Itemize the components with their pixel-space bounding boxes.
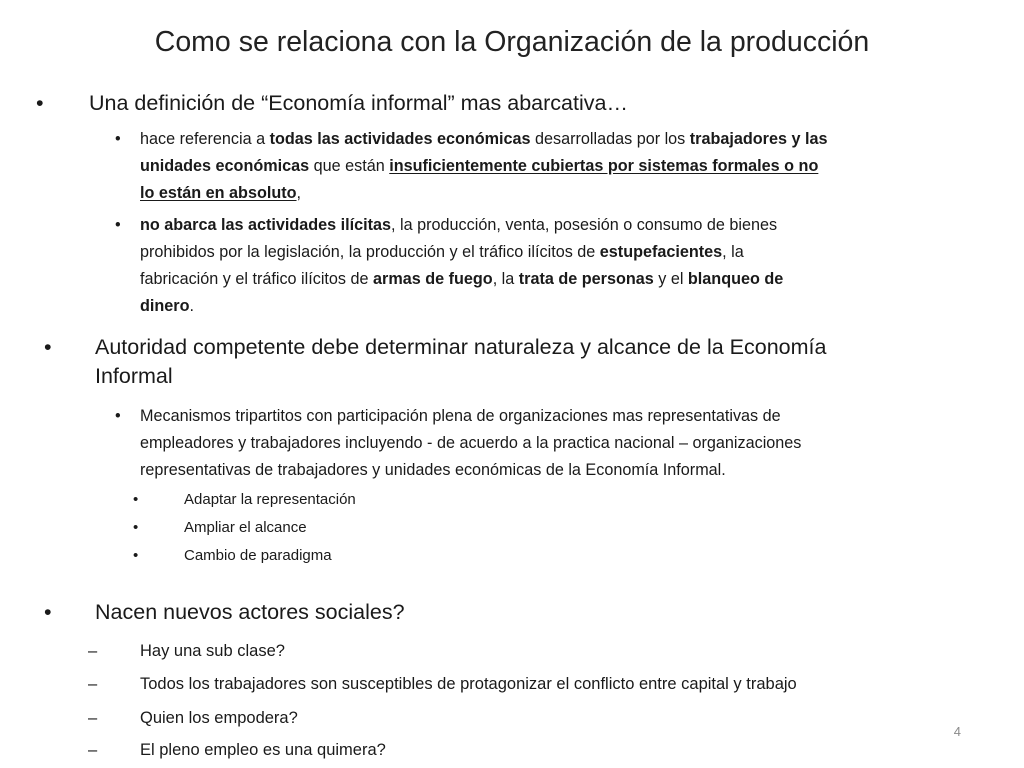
section3-item: Todos los trabajadores son susceptibles de protagonizar el conflicto entre capital y trabajo (140, 675, 797, 693)
section2-item1-line2: empleadores y trabajadores incluyendo - de acuerdo a la practica nacional – organizaciones (140, 434, 802, 452)
dash-bullet-icon: – (88, 741, 98, 759)
section1-item2-line3: fabricación y el tráfico ilícitos de armas de fuego, la trata de personas y el blanqueo de (140, 270, 784, 288)
section1-item2-line4: dinero. (140, 297, 194, 315)
bullet-icon: • (133, 491, 139, 508)
bullet-icon: • (44, 600, 52, 624)
bullet-icon: • (115, 216, 121, 234)
bullet-icon: • (115, 407, 121, 425)
section3-item: El pleno empleo es una quimera? (140, 741, 386, 759)
section2-subitem: Cambio de paradigma (184, 547, 332, 564)
dash-bullet-icon: – (88, 642, 98, 660)
section1-item1-line2: unidades económicas que están insuficientemente cubiertas por sistemas formales o no (140, 157, 819, 175)
section2-item1-line1: Mecanismos tripartitos con participación plena de organizaciones mas representativas de (140, 407, 781, 425)
section3-item: Hay una sub clase? (140, 642, 285, 660)
section1-item2-line1: no abarca las actividades ilícitas, la producción, venta, posesión o consumo de bienes (140, 216, 778, 234)
section2-item1-line3: representativas de trabajadores y unidades económicas de la Economía Informal. (140, 461, 726, 479)
bullet-icon: • (44, 335, 52, 359)
section2-subitem: Ampliar el alcance (184, 519, 307, 536)
slide-title: Como se relaciona con la Organización de la producción (154, 26, 870, 58)
dash-bullet-icon: – (88, 709, 98, 727)
page-number: 4 (953, 724, 961, 739)
section1-item1-line1: hace referencia a todas las actividades económicas desarrolladas por los trabajadores y las (140, 130, 828, 148)
section2-heading-line1: Autoridad competente debe determinar naturaleza y alcance de la Economía (95, 335, 827, 359)
section2-subitem: Adaptar la representación (184, 491, 356, 508)
dash-bullet-icon: – (88, 675, 98, 693)
section1-item1-line3: lo están en absoluto, (140, 184, 302, 202)
section1-item1 (140, 126, 1000, 207)
bullet-icon: • (36, 91, 44, 115)
section3-item: Quien los empodera? (140, 709, 298, 727)
section2-heading (95, 333, 995, 391)
section2-heading-line2: Informal (95, 364, 173, 388)
section3-heading: Nacen nuevos actores sociales? (95, 600, 405, 624)
bullet-icon: • (115, 130, 121, 148)
bullet-icon: • (133, 547, 139, 564)
section1-item2 (140, 212, 1000, 320)
section1-item2-line2: prohibidos por la legislación, la producción y el tráfico ilícitos de estupefacientes, la (140, 243, 744, 261)
bullet-icon: • (133, 519, 139, 536)
section2-item1 (140, 403, 1000, 484)
section1-heading: Una definición de “Economía informal” mas abarcativa… (89, 91, 628, 115)
